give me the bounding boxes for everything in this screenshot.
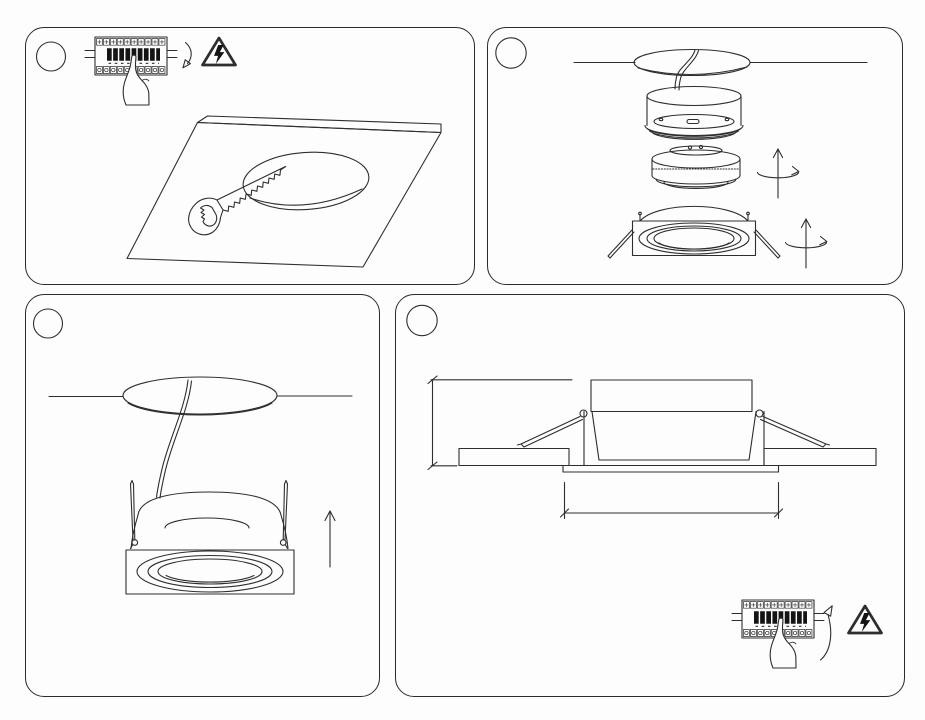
electric-shock-warning-icon: [203, 38, 236, 65]
panel-step-2: [487, 27, 903, 285]
cutout-hole: [241, 148, 371, 214]
fixture-hanging-drawing: [126, 481, 294, 595]
rotate-arrow-icon-upper: [758, 149, 799, 198]
ceiling-section-line: [49, 377, 352, 415]
step-number-badge-2: [496, 38, 526, 68]
step-number: 3: [41, 310, 55, 337]
ceiling-hatch-right: [764, 449, 876, 466]
cutout-size-label: 110x110мм: [625, 492, 718, 513]
electric-shock-warning-icon: [849, 606, 882, 633]
mounting-hole-ellipse: [123, 377, 277, 414]
insert-up-arrow-icon: [325, 511, 335, 567]
gx53-lamp-drawing: [652, 145, 740, 188]
depth-dimension: [413, 376, 572, 470]
step-number-badge-3: [34, 309, 63, 338]
recessed-cross-section-drawing: [413, 376, 876, 519]
ceiling-hatch-left: [459, 449, 569, 466]
step-number-badge-4: [407, 305, 437, 335]
panel-step-3: [25, 294, 380, 697]
ceiling-tile-drawing: [127, 116, 441, 267]
trim-flange: [563, 466, 779, 473]
step-number: 2: [504, 40, 518, 66]
circuit-breaker-icon: [85, 37, 177, 105]
circuit-breaker-icon: [732, 600, 824, 668]
power-on-label: ON: [825, 646, 836, 654]
step-number: 4: [415, 307, 429, 334]
step-number: 1: [44, 43, 58, 70]
power-off-label: OFF: [184, 71, 199, 79]
spring-clip-left: [608, 230, 634, 258]
depth-label: 46мм: [412, 401, 433, 445]
power-off-arrow-icon: [183, 43, 191, 68]
spring-clip-left: [518, 410, 588, 447]
canopy-body-drawing: [645, 87, 743, 140]
hole-diameter-label: Ø100мм: [288, 170, 364, 193]
keyhole-saw-icon: [189, 167, 286, 235]
spring-clip-left: [131, 481, 138, 549]
panel-step-4: [395, 294, 905, 697]
trim-frame-drawing: [608, 206, 780, 258]
spring-clip-right: [756, 410, 830, 447]
flange-thickness-label: 2мм: [550, 467, 561, 473]
spring-clip-right: [754, 230, 780, 258]
panel-step-1: [25, 27, 475, 285]
rotate-arrow-icon-lower: [786, 219, 827, 268]
ceiling-section-line: [574, 50, 867, 76]
cutout-dimension: [561, 483, 783, 519]
step-number-badge-1: [37, 42, 66, 71]
power-cable: [675, 50, 699, 90]
lamp-housing: [591, 380, 752, 412]
power-cable: [157, 380, 192, 498]
